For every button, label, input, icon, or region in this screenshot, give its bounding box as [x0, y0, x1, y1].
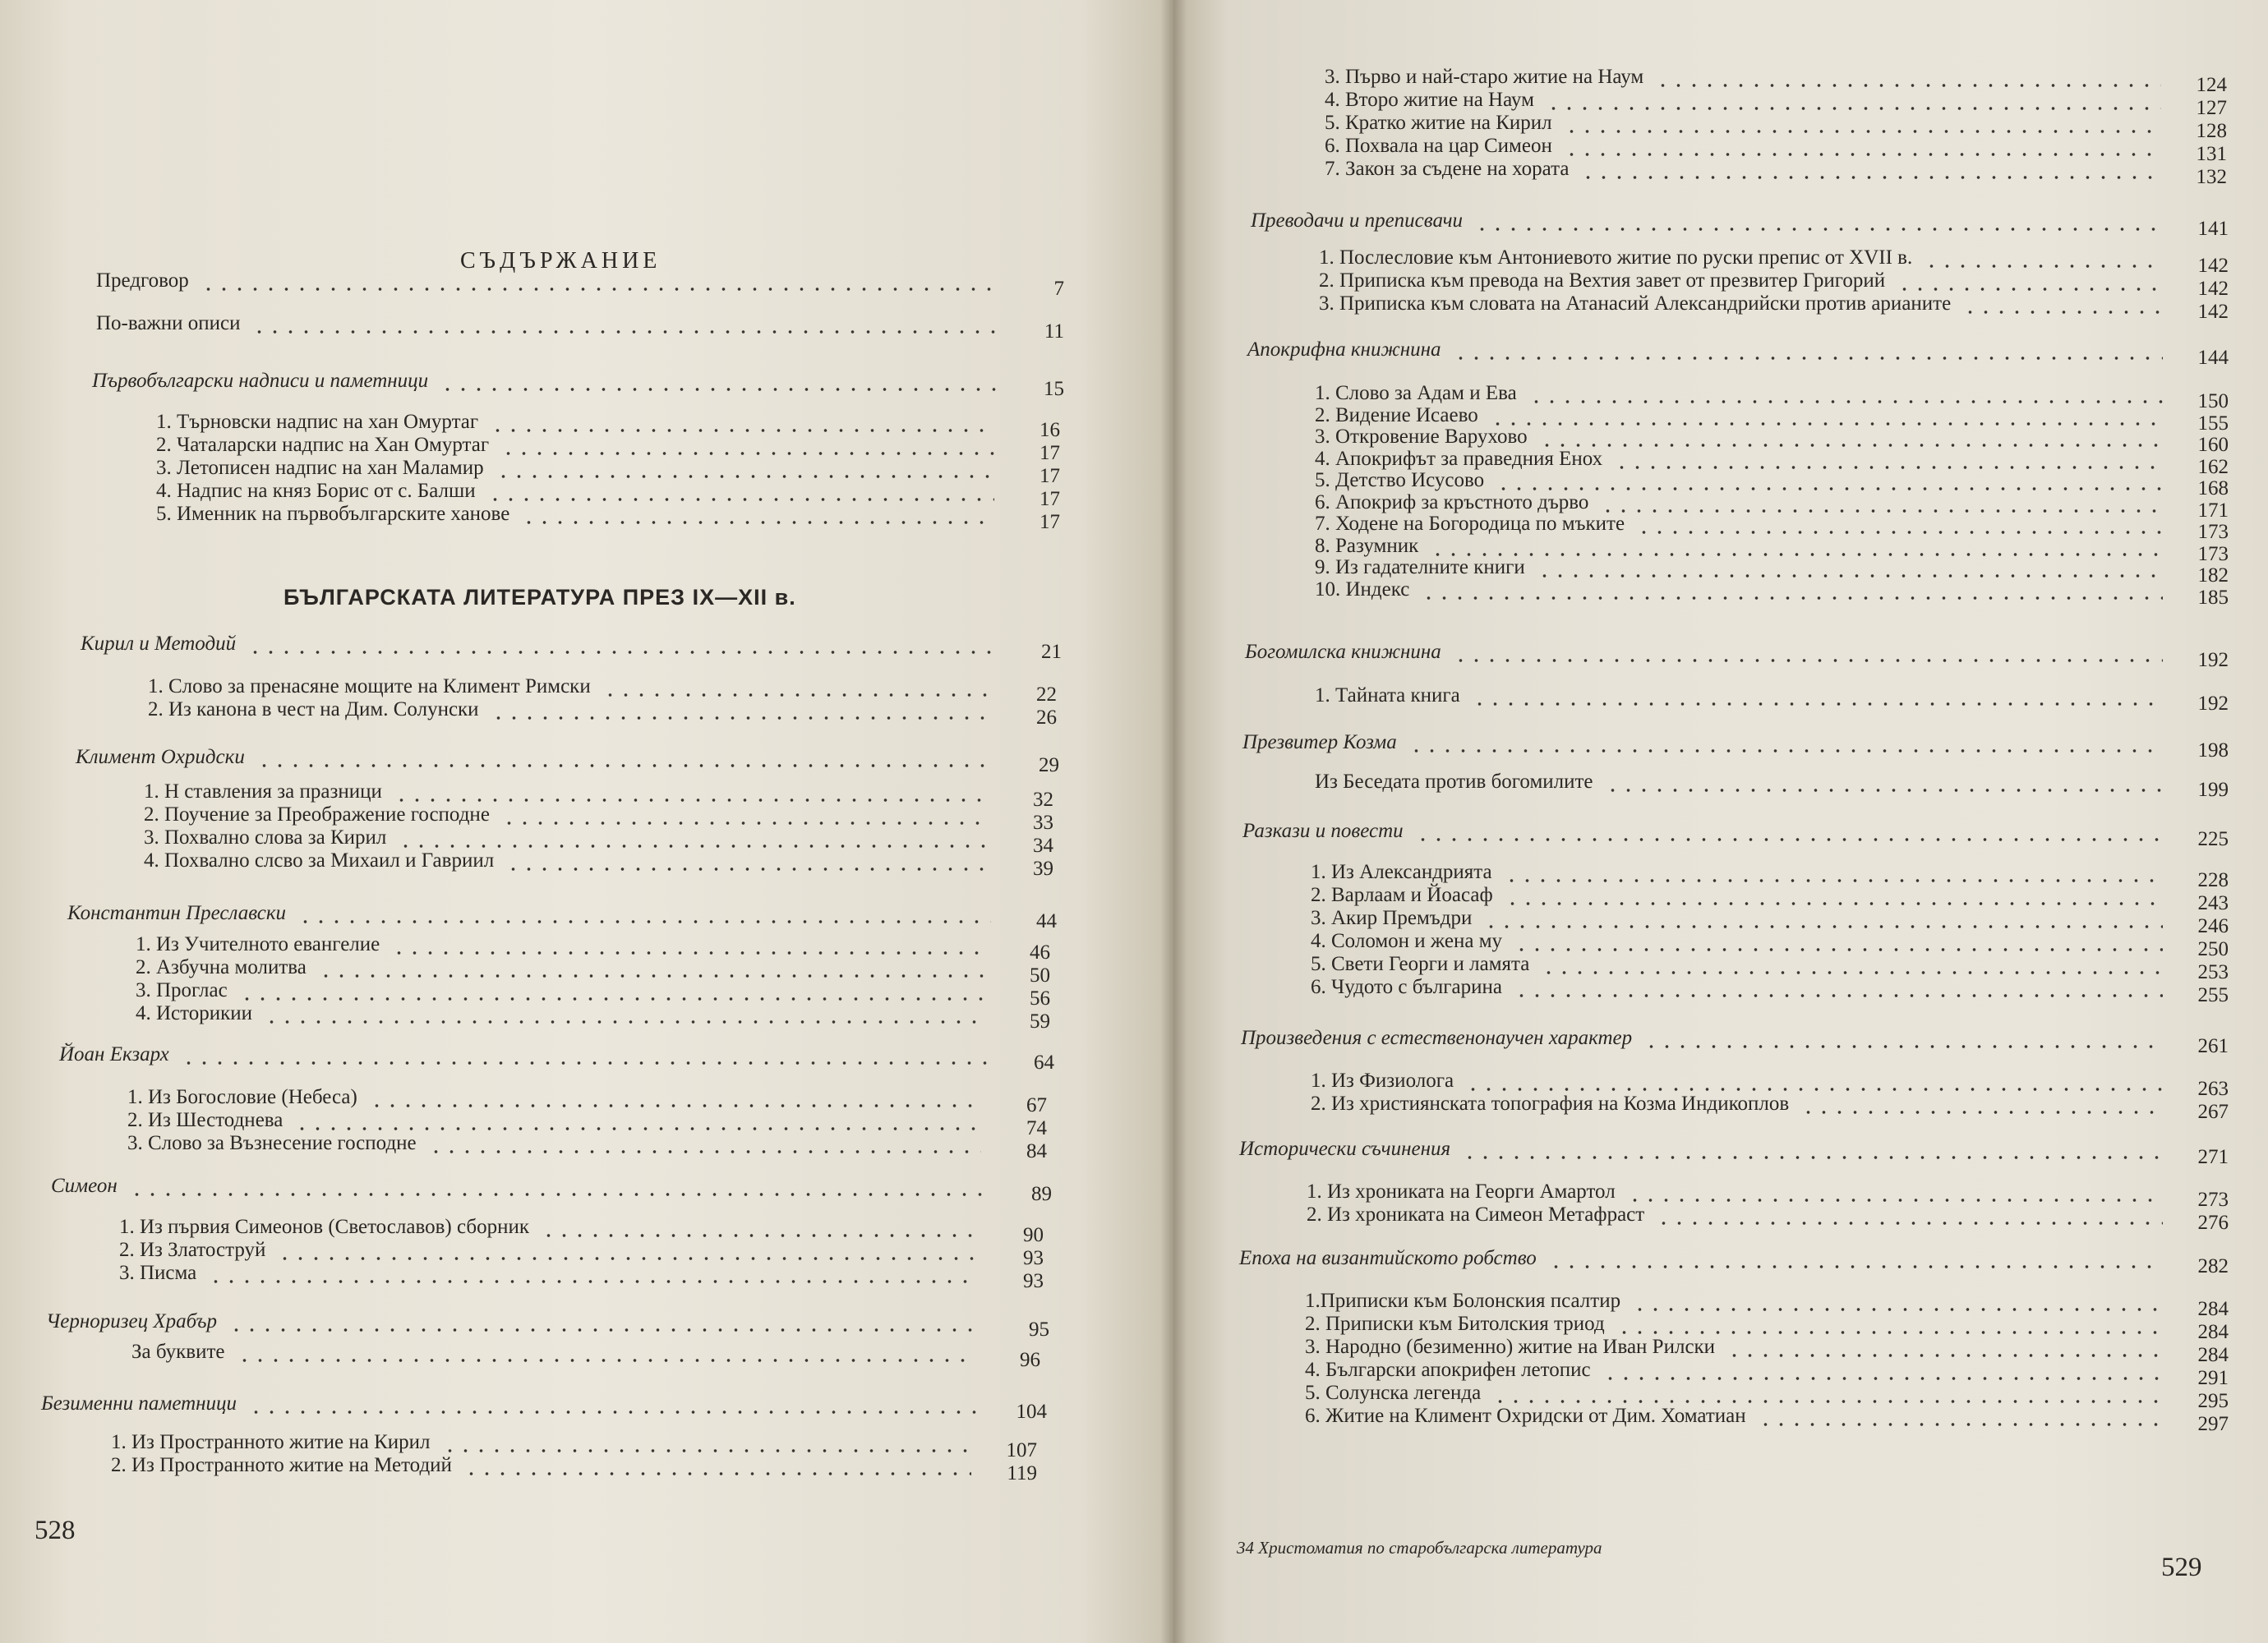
page-ref: 182 [2197, 564, 2229, 587]
toc-entry: 5. Именник на първобългарските ханове [156, 503, 510, 525]
page-ref: 282 [2197, 1255, 2229, 1277]
dot-leader [440, 388, 998, 391]
page-ref: 46 [1030, 941, 1050, 964]
dot-leader [297, 920, 991, 923]
page-ref: 246 [2197, 915, 2229, 937]
dot-leader [541, 1234, 978, 1237]
dot-leader [1656, 1222, 2163, 1225]
section-heading: Първобългарски надписи и паметници [92, 370, 429, 392]
page-ref: 15 [1044, 378, 1064, 400]
dot-leader [369, 1104, 981, 1107]
toc-entry: За буквите [131, 1341, 225, 1363]
dot-leader [264, 1020, 984, 1024]
dot-leader [1800, 1111, 2163, 1114]
dot-leader [442, 1449, 971, 1452]
section-heading: Симеон [51, 1175, 118, 1197]
dot-leader [318, 974, 984, 978]
page-ref: 21 [1041, 641, 1062, 663]
toc-entry: 2. Приписки към Битолския триод [1305, 1313, 1605, 1335]
page-ref: 44 [1036, 910, 1057, 932]
dot-leader [1924, 265, 2163, 268]
section-heading: Кирил и Методий [81, 633, 237, 655]
page-ref: 171 [2197, 499, 2229, 522]
dot-leader [487, 498, 994, 501]
page-ref: 128 [2196, 120, 2227, 142]
dot-leader [505, 868, 988, 871]
page-ref: 250 [2197, 938, 2229, 960]
footer-signature: 34 Христоматия по старобългарска литература [1237, 1538, 1602, 1558]
dot-leader [1453, 357, 2163, 360]
toc-entry: 1. Тайната книга [1315, 684, 1460, 706]
page-ref: 90 [1023, 1224, 1044, 1246]
toc-entry: 2. Из Пространното житие на Методий [111, 1454, 452, 1476]
page-ref: 17 [1040, 488, 1060, 510]
page-ref: 74 [1026, 1117, 1047, 1139]
page-ref: 22 [1036, 683, 1057, 706]
dot-leader [490, 429, 994, 432]
dot-leader [1492, 1400, 2163, 1403]
toc-entry: 3. Похвално слова за Кирил [144, 826, 387, 849]
dot-leader [394, 798, 988, 802]
toc-entry: 2. Варлаам и Йоасаф [1311, 884, 1493, 906]
toc-entry: 3. Откровение Варухово [1315, 426, 1528, 448]
dot-leader [277, 1257, 978, 1260]
page-ref: 17 [1040, 511, 1060, 533]
dot-leader [1408, 749, 2163, 752]
page-ref: 228 [2197, 869, 2229, 891]
toc-entry: 2. Из канона в чест на Дим. Солунски [148, 698, 479, 720]
dot-leader [1541, 971, 2163, 974]
dot-leader [1962, 311, 2163, 314]
toc-entry: 1. Из Пространното житие на Кирил [111, 1431, 431, 1453]
dot-leader [1472, 702, 2163, 706]
dot-leader [1483, 925, 2163, 928]
page-ref: 11 [1044, 320, 1064, 343]
dot-leader [1528, 400, 2163, 403]
page-ref: 17 [1040, 465, 1060, 487]
page-ref: 17 [1040, 442, 1060, 464]
dot-leader [602, 693, 991, 697]
toc-entry: 1. Из Учителното евангелие [136, 933, 380, 955]
dot-leader [208, 1280, 978, 1283]
toc-entry: 1. Из хрониката на Георги Амартол [1307, 1180, 1616, 1203]
page-ref: 284 [2197, 1344, 2229, 1366]
dot-leader [521, 521, 994, 524]
toc-entry: 1.Приписки към Болонския псалтир [1305, 1290, 1621, 1312]
dot-leader [1600, 509, 2163, 513]
dot-leader [1897, 288, 2163, 291]
page-ref: 59 [1030, 1010, 1050, 1033]
section-heading: Климент Охридски [76, 746, 245, 768]
page-ref: 276 [2197, 1212, 2229, 1234]
dot-leader [237, 1359, 975, 1362]
dot-leader [1636, 531, 2163, 534]
page-ref: 225 [2197, 828, 2229, 850]
page-ref: 271 [2197, 1146, 2229, 1168]
dot-leader [129, 1193, 986, 1196]
toc-entry: Предговор [96, 269, 189, 292]
toc-entry: 6. Житие на Климент Охридски от Дим. Хоматиан [1305, 1405, 1746, 1427]
page-ref: 144 [2197, 347, 2229, 369]
dot-leader [1453, 659, 2163, 662]
section-heading: Епоха на византийското робство [1239, 1247, 1537, 1269]
dot-leader [1490, 422, 2163, 426]
page-ref: 7 [1053, 278, 1064, 300]
page-ref: 39 [1033, 858, 1053, 880]
toc-entry: 10. Индекс [1315, 578, 1410, 601]
dot-leader [1514, 948, 2163, 951]
dot-leader [1580, 176, 2161, 179]
page-ref: 16 [1040, 419, 1060, 441]
toc-entry: 6. Апокриф за кръстното дърво [1315, 490, 1589, 513]
page-ref: 160 [2197, 434, 2229, 456]
dot-leader [256, 764, 993, 767]
toc-entry: 1. Послесловие към Антониевото житие по руски препис от XVII в. [1319, 246, 1913, 269]
page-ref: 199 [2197, 779, 2229, 801]
section-heading: Йоан Екзарх [59, 1043, 169, 1065]
dot-leader [1616, 1331, 2163, 1334]
page-ref: 142 [2197, 255, 2229, 277]
toc-entry: 6. Чудото с българина [1311, 976, 1502, 998]
dot-leader [1726, 1354, 2163, 1357]
page-ref: 192 [2197, 693, 2229, 715]
page-ref: 107 [1006, 1439, 1037, 1461]
page-ref: 96 [1020, 1349, 1040, 1371]
dot-leader [491, 716, 991, 720]
page-ref: 34 [1033, 835, 1053, 857]
dot-leader [391, 951, 984, 955]
toc-entry: 1. Из първия Симеонов (Светославов) сборник [119, 1216, 529, 1238]
toc-entry: 1. Из Богословие (Небеса) [127, 1086, 357, 1108]
page-ref: 198 [2197, 739, 2229, 762]
dot-leader [1627, 1199, 2163, 1202]
dot-leader [501, 822, 988, 825]
section-heading: Презвитер Козма [1242, 731, 1397, 753]
page-ref: 155 [2197, 412, 2229, 435]
page-ref: 33 [1033, 812, 1053, 834]
section-heading: Безименни паметници [41, 1392, 237, 1415]
dot-leader [228, 1328, 984, 1332]
page-ref: 89 [1031, 1183, 1052, 1205]
toc-entry: 1. Из Александрията [1311, 861, 1492, 883]
page-number-left: 528 [35, 1516, 76, 1545]
page-ref: 168 [2197, 477, 2229, 499]
page-ref: 26 [1036, 706, 1057, 729]
page-ref: 132 [2196, 166, 2227, 188]
dot-leader [251, 330, 998, 334]
dot-leader [294, 1127, 981, 1130]
toc-entry: 7. Ходене на Богородица по мъките [1315, 513, 1625, 535]
toc-entry: 2. Чаталарски надпис на Хан Омуртаг [156, 434, 490, 456]
dot-leader [1643, 1045, 2163, 1048]
toc-entry: 3. Летописен надпис на хан Маламир [156, 457, 484, 479]
toc-entry: 7. Закон за съдене на хората [1325, 158, 1570, 180]
toc-entry: 2. Приписка към превода на Вехтия завет от презвитер Григорий [1319, 269, 1886, 292]
toc-entry: 4. Апокрифът за праведния Енох [1315, 447, 1603, 470]
contents-heading: СЪДЪРЖАНИЕ [460, 248, 662, 274]
toc-entry: По-важни описи [96, 312, 241, 334]
section-heading: Богомилска книжнина [1245, 641, 1441, 663]
toc-entry: 9. Из гадателните книги [1315, 556, 1525, 578]
dot-leader [1505, 902, 2163, 905]
toc-entry: 8. Разумник [1315, 534, 1419, 557]
page-ref: 263 [2197, 1078, 2229, 1100]
page-ref: 56 [1030, 987, 1050, 1010]
page-ref: 255 [2197, 984, 2229, 1006]
toc-entry: 4. Надпис на княз Борис от с. Балши [156, 480, 476, 502]
toc-entry: 3. Проглас [136, 979, 228, 1001]
dot-leader [1496, 487, 2163, 490]
page-ref: 124 [2196, 74, 2227, 96]
dot-leader [1539, 444, 2163, 447]
dot-leader [247, 651, 996, 654]
dot-leader [1421, 596, 2163, 600]
page-ref: 273 [2197, 1189, 2229, 1211]
toc-entry: 6. Похвала на цар Симеон [1325, 135, 1552, 157]
toc-entry: 3. Писма [119, 1262, 197, 1284]
toc-entry: 2. Видение Исаево [1315, 403, 1478, 426]
dot-leader [248, 1411, 981, 1414]
page-ref: 291 [2197, 1367, 2229, 1389]
page-ref: 29 [1039, 754, 1059, 776]
section-heading: Исторически съчинения [1239, 1138, 1451, 1160]
toc-entry: 5. Солунска легенда [1305, 1382, 1482, 1404]
toc-entry: 5. Кратко житие на Кирил [1325, 112, 1552, 134]
toc-entry: 4. Историкии [136, 1002, 253, 1024]
section-heading: Черноризец Храбър [46, 1310, 218, 1332]
toc-entry: 2. Азбучна молитва [136, 956, 307, 978]
toc-entry: 2. Поучение за Преображение господне [144, 803, 490, 826]
era-heading: БЪЛГАРСКАТА ЛИТЕРАТУРА ПРЕЗ IX—XII в. [284, 585, 796, 610]
page-number-right: 529 [2161, 1553, 2202, 1582]
dot-leader [181, 1061, 989, 1065]
page-ref: 84 [1026, 1140, 1047, 1162]
dot-leader [239, 997, 984, 1001]
page-ref: 284 [2197, 1298, 2229, 1320]
toc-entry: 5. Свети Георги и ламята [1311, 953, 1530, 975]
toc-entry: 4. Соломон и жена му [1311, 930, 1503, 952]
dot-leader [1632, 1308, 2163, 1311]
dot-leader [201, 288, 998, 291]
page-ref: 142 [2197, 278, 2229, 300]
dot-leader [1514, 994, 2163, 997]
dot-leader [1430, 553, 2163, 556]
toc-entry: 4. Похвално слсво за Михаил и Гавриил [144, 849, 495, 872]
page-ref: 261 [2197, 1035, 2229, 1057]
dot-leader [1564, 130, 2161, 133]
toc-entry: 3. Първо и най-старо житие на Наум [1325, 66, 1644, 88]
dot-leader [1655, 84, 2161, 87]
toc-entry: 1. Слово за пренасяне мощите на Климент Римски [148, 675, 591, 697]
toc-entry: 3. Акир Премъдри [1311, 907, 1473, 929]
page-ref: 50 [1030, 964, 1050, 987]
dot-leader [496, 475, 994, 478]
dot-leader [1474, 228, 2163, 231]
toc-entry: 3. Приписка към словата на Атанасий Александрийски против арианите [1319, 292, 1952, 315]
toc-entry: 4. Второ житие на Наум [1325, 89, 1534, 111]
dot-leader [1564, 153, 2161, 156]
page-ref: 93 [1023, 1270, 1044, 1292]
toc-entry: 4. Български апокрифен летопис [1305, 1359, 1591, 1381]
dot-leader [1462, 1156, 2163, 1159]
page-ref: 185 [2197, 586, 2229, 609]
dot-leader [500, 452, 994, 455]
dot-leader [1504, 879, 2163, 882]
toc-entry: 2. Из Златоструй [119, 1239, 266, 1261]
page-ref: 150 [2197, 390, 2229, 412]
section-heading: Преводачи и преписвачи [1251, 209, 1464, 232]
page-ref: 295 [2197, 1390, 2229, 1412]
page-ref: 284 [2197, 1321, 2229, 1343]
page-ref: 192 [2197, 649, 2229, 671]
toc-entry: 3. Слово за Възнесение господне [127, 1132, 417, 1154]
toc-entry: 2. Из християнската топография на Козма Индикоплов [1311, 1093, 1790, 1115]
section-heading: Апокрифна книжнина [1247, 338, 1441, 361]
toc-entry: 2. Из хрониката на Симеон Метафраст [1307, 1203, 1645, 1226]
page-ref: 127 [2196, 97, 2227, 119]
page-ref: 104 [1016, 1401, 1047, 1423]
page-ref: 64 [1034, 1052, 1054, 1074]
dot-leader [1605, 789, 2163, 792]
toc-entry: 5. Детство Исусово [1315, 469, 1485, 491]
dot-leader [1602, 1377, 2163, 1380]
dot-leader [1546, 107, 2161, 110]
dot-leader [398, 845, 988, 848]
section-heading: Константин Преславски [67, 902, 287, 924]
dot-leader [1758, 1423, 2163, 1426]
page-ref: 173 [2197, 521, 2229, 543]
page-ref: 142 [2197, 301, 2229, 323]
page-ref: 95 [1029, 1319, 1049, 1341]
page-ref: 243 [2197, 892, 2229, 914]
toc-entry: Из Беседата против богомилите [1315, 771, 1593, 793]
page-ref: 253 [2197, 961, 2229, 983]
page-ref: 173 [2197, 542, 2229, 565]
section-heading: Разкази и повести [1242, 820, 1404, 842]
page-ref: 162 [2197, 455, 2229, 478]
page-ref: 297 [2197, 1413, 2229, 1435]
dot-leader [1614, 466, 2163, 469]
toc-entry: 1. Слово за Адам и Ева [1315, 382, 1517, 404]
toc-entry: 1. Търновски надпис на хан Омуртаг [156, 411, 479, 433]
page-ref: 67 [1026, 1094, 1047, 1116]
page-ref: 267 [2197, 1101, 2229, 1123]
page-ref: 93 [1023, 1247, 1044, 1269]
dot-leader [1548, 1265, 2163, 1268]
page-ref: 141 [2197, 218, 2229, 240]
dot-leader [1537, 574, 2163, 578]
dot-leader [1415, 838, 2163, 841]
dot-leader [428, 1150, 981, 1153]
page-ref: 131 [2196, 143, 2227, 165]
page-ref: 32 [1033, 789, 1053, 811]
dot-leader [1465, 1088, 2163, 1091]
toc-entry: 3. Народно (безименно) житие на Иван Рилски [1305, 1336, 1716, 1358]
toc-entry: 1. Из Физиолога [1311, 1070, 1454, 1092]
section-heading: Произведения с естественонаучен характер [1241, 1027, 1633, 1049]
book-gutter [1160, 0, 1187, 1643]
dot-leader [463, 1472, 971, 1475]
toc-entry: 1. Н ставления за празници [144, 780, 382, 803]
page-ref: 119 [1007, 1462, 1037, 1484]
toc-entry: 2. Из Шестоднева [127, 1109, 284, 1131]
